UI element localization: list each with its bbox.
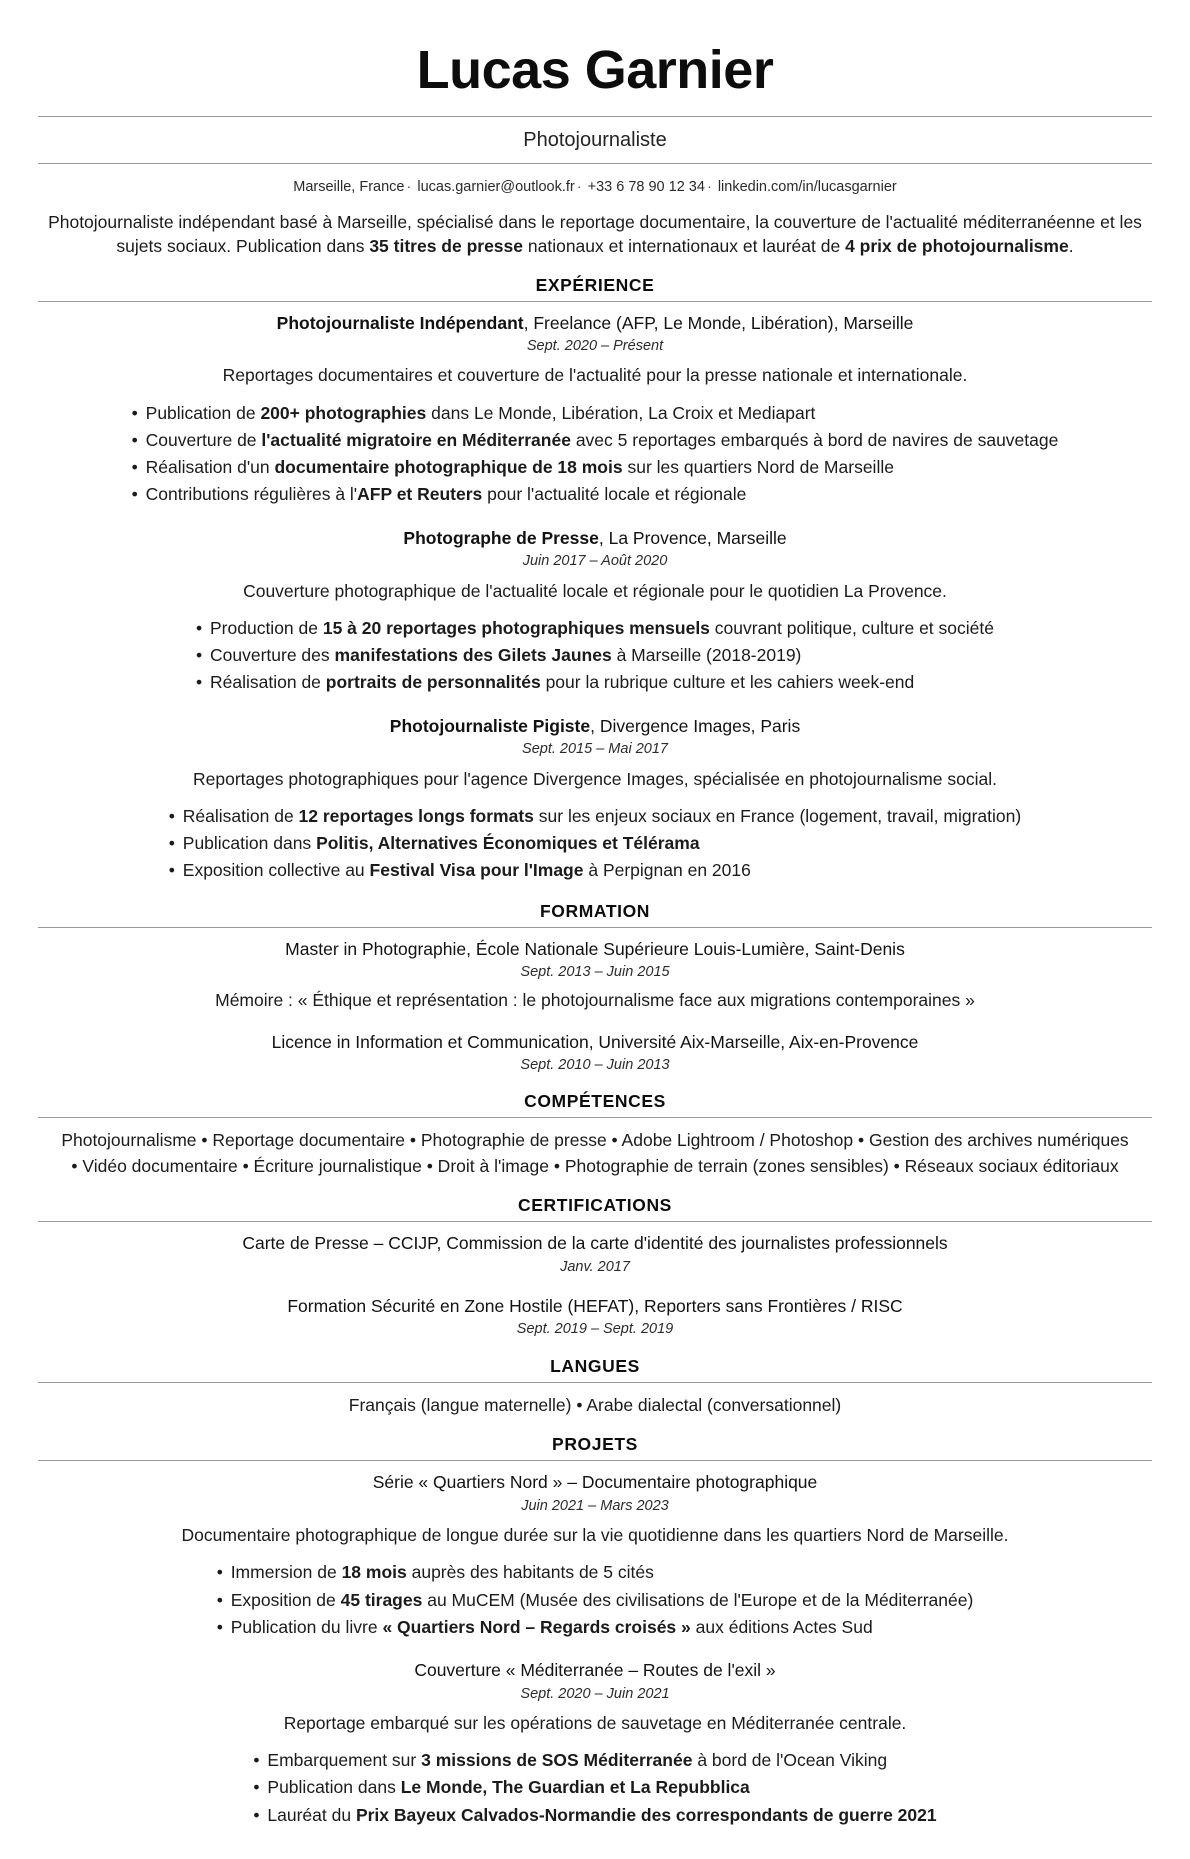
experience-entry-dates: Sept. 2015 – Mai 2017	[522, 741, 668, 758]
bullet-text: Réalisation d'un	[145, 457, 275, 478]
section-title-langues: LANGUES	[550, 1355, 640, 1376]
section-title-competences: COMPÉTENCES	[524, 1091, 666, 1112]
bullet-text: Couverture des	[210, 645, 335, 666]
section-certifications	[38, 1195, 1152, 1340]
bullet-text: aux éditions Actes Sud	[690, 1616, 873, 1637]
experience-entry-title	[38, 527, 1152, 550]
bullet-item	[169, 830, 1021, 857]
contact-separator: ·	[406, 179, 412, 196]
bullet-text: Exposition de	[230, 1589, 341, 1610]
experience-role: Photographe de Presse	[403, 527, 599, 548]
bullet-highlight: 3 missions de SOS Méditerranée	[421, 1750, 693, 1771]
bullet-highlight: 200+ photographies	[260, 402, 427, 423]
education-dates: Sept. 2010 – Juin 2013	[520, 1057, 670, 1073]
bullet-text: dans Le Monde, Libération, La Croix et Mediapart	[426, 402, 816, 423]
certification-name: Carte de Presse – CCIJP, Commission de la carte d'identité des journalistes professionnels	[242, 1233, 948, 1254]
bullet-text: Publication dans	[267, 1777, 401, 1798]
experience-entry-title	[38, 312, 1152, 335]
bullet-text: à bord de l'Ocean Viking	[692, 1750, 888, 1771]
section-competences	[38, 1091, 1152, 1179]
bullet-highlight: Le Monde, The Guardian et La Repubblica	[400, 1777, 750, 1798]
bullet-highlight: 18 mois	[341, 1562, 407, 1583]
project-entry	[38, 1659, 1152, 1829]
skills-line-1: Photojournalisme • Reportage documentaire • Photographie de presse • Adobe Lightroom / Photoshop • Gestion des archives numériques	[61, 1130, 1129, 1151]
education-degree: Master in Photographie, École Nationale Supérieure Louis-Lumière, Saint-Denis	[285, 938, 905, 959]
bullet-item	[196, 669, 994, 696]
candidate-name: Lucas Garnier	[416, 40, 774, 100]
summary-text-3: .	[1068, 236, 1074, 257]
summary-highlight-1: 35 titres de presse	[369, 236, 524, 257]
bullet-item	[132, 454, 1059, 481]
candidate-headline: Photojournaliste	[523, 129, 667, 152]
bullet-item	[217, 1614, 974, 1641]
experience-entry-title	[38, 715, 1152, 738]
bullet-item	[132, 400, 1059, 427]
bullet-text: au MuCEM (Musée des civilisations de l'Europe et de la Méditerranée)	[422, 1589, 974, 1610]
contact-location: Marseille, France	[293, 179, 405, 196]
summary-text-2: nationaux et internationaux et lauréat de	[523, 236, 846, 257]
experience-role: Photojournaliste Indépendant	[276, 312, 524, 333]
bullet-list	[196, 615, 994, 697]
section-body-langues	[38, 1383, 1152, 1418]
bullet-item	[253, 1774, 936, 1801]
section-body-formation	[38, 928, 1152, 1076]
contact-separator: ·	[706, 179, 712, 196]
bullet-highlight: Festival Visa pour l'Image	[369, 860, 584, 881]
bullet-text: pour l'actualité locale et régionale	[482, 484, 747, 505]
section-formation	[38, 901, 1152, 1076]
project-description: Reportage embarqué sur les opérations de sauvetage en Méditerranée centrale.	[283, 1713, 907, 1734]
bullet-item	[217, 1587, 974, 1614]
bullet-list	[132, 400, 1059, 509]
bullet-list	[169, 803, 1021, 885]
bullet-item	[217, 1559, 974, 1586]
bullet-text: à Marseille (2018-2019)	[611, 645, 802, 666]
languages-line: Français (langue maternelle) • Arabe dialectal (conversationnel)	[348, 1394, 842, 1415]
experience-company: , Freelance (AFP, Le Monde, Libération), Marseille	[523, 312, 914, 333]
bullet-highlight: l'actualité migratoire en Méditerranée	[261, 429, 571, 450]
bullet-highlight: 45 tirages	[340, 1589, 423, 1610]
certification-name: Formation Sécurité en Zone Hostile (HEFAT), Reporters sans Frontières / RISC	[287, 1296, 903, 1317]
summary-text-1: Photojournaliste indépendant basé à Marseille, spécialisé dans le reportage documentaire, la couverture de l'actualité méditerranéenne et les sujets sociaux. Publication dans	[48, 212, 1142, 257]
section-experience	[38, 275, 1152, 885]
bullet-item	[253, 1802, 936, 1829]
bullet-text: Immersion de	[230, 1562, 342, 1583]
contact-separator: ·	[576, 179, 582, 196]
section-title-experience: EXPÉRIENCE	[535, 274, 655, 295]
bullet-text: à Perpignan en 2016	[583, 860, 751, 881]
bullet-text: Production de	[210, 617, 323, 638]
certification-dates: Sept. 2019 – Sept. 2019	[516, 1321, 674, 1338]
bullet-highlight: manifestations des Gilets Jaunes	[334, 645, 612, 666]
bullet-text: Réalisation de	[210, 672, 326, 693]
bullet-text: sur les quartiers Nord de Marseille	[622, 457, 894, 478]
experience-entry-description: Reportages photographiques pour l'agence Divergence Images, spécialisée en photojournalisme social.	[193, 768, 997, 789]
bullet-text: Lauréat du	[267, 1804, 356, 1825]
bullet-item	[169, 803, 1021, 830]
bullet-text: Embarquement sur	[267, 1750, 422, 1771]
bullet-text: Exposition collective au	[182, 860, 370, 881]
certification-entry	[38, 1295, 1152, 1340]
section-body-projets	[38, 1461, 1152, 1829]
bullet-highlight: documentaire photographique de 18 mois	[274, 457, 623, 478]
bullet-text: sur les enjeux sociaux en France (logement, travail, migration)	[533, 805, 1022, 826]
section-body-competences	[38, 1118, 1152, 1179]
bullet-highlight: « Quartiers Nord – Regards croisés »	[382, 1616, 691, 1637]
bullet-highlight: portraits de personnalités	[325, 672, 541, 693]
contact-email[interactable]: lucas.garnier@outlook.fr	[417, 179, 575, 196]
bullet-text: pour la rubrique culture et les cahiers week-end	[540, 672, 915, 693]
bullet-highlight: AFP et Reuters	[357, 484, 483, 505]
bullet-text: couvrant politique, culture et société	[709, 617, 994, 638]
bullet-text: avec 5 reportages embarqués à bord de navires de sauvetage	[570, 429, 1059, 450]
experience-entry-dates: Juin 2017 – Août 2020	[522, 553, 668, 570]
project-dates: Juin 2021 – Mars 2023	[521, 1497, 669, 1514]
bullet-highlight: 12 reportages longs formats	[298, 805, 534, 826]
experience-company: , Divergence Images, Paris	[590, 715, 801, 736]
bullet-list	[253, 1747, 936, 1829]
certification-dates: Janv. 2017	[560, 1258, 630, 1275]
education-degree: Licence in Information et Communication, Université Aix-Marseille, Aix-en-Provence	[271, 1031, 919, 1052]
project-description: Documentaire photographique de longue durée sur la vie quotidienne dans les quartiers Nord de Marseille.	[181, 1525, 1009, 1546]
section-body-certifications	[38, 1222, 1152, 1340]
certification-entry	[38, 1232, 1152, 1277]
project-name: Série « Quartiers Nord » – Documentaire photographique	[372, 1472, 818, 1493]
experience-entry	[38, 527, 1152, 697]
bullet-highlight: Politis, Alternatives Économiques et Télérama	[316, 832, 700, 853]
project-entry	[38, 1471, 1152, 1641]
contact-line	[38, 164, 1152, 197]
education-note: Mémoire : « Éthique et représentation : le photojournalisme face aux migrations contemporaines »	[215, 990, 975, 1011]
section-title-formation: FORMATION	[539, 900, 651, 921]
bullet-highlight: Prix Bayeux Calvados-Normandie des correspondants de guerre 2021	[355, 1804, 937, 1825]
summary-highlight-2: 4 prix de photojournalisme	[845, 236, 1069, 257]
experience-entry	[38, 715, 1152, 885]
bullet-item	[132, 481, 1059, 508]
education-entry	[38, 1031, 1152, 1076]
experience-entry	[38, 312, 1152, 509]
section-projets	[38, 1434, 1152, 1829]
profile-summary	[38, 197, 1152, 258]
experience-role: Photojournaliste Pigiste	[389, 715, 591, 736]
education-entry	[38, 938, 1152, 1013]
section-title-certifications: CERTIFICATIONS	[518, 1195, 672, 1216]
bullet-item	[196, 615, 994, 642]
bullet-item	[253, 1747, 936, 1774]
contact-phone[interactable]: +33 6 78 90 12 34	[587, 179, 705, 196]
section-body-experience	[38, 302, 1152, 885]
experience-entry-description: Reportages documentaires et couverture de l'actualité pour la presse nationale et internationale.	[222, 365, 968, 386]
bullet-list	[217, 1559, 974, 1641]
experience-company: , La Provence, Marseille	[598, 527, 787, 548]
bullet-text: auprès des habitants de 5 cités	[406, 1562, 654, 1583]
bullet-item	[169, 857, 1021, 884]
bullet-text: Contributions régulières à l'	[145, 484, 358, 505]
experience-entry-dates: Sept. 2020 – Présent	[526, 338, 664, 355]
bullet-item	[132, 427, 1059, 454]
bullet-text: Publication du livre	[230, 1616, 383, 1637]
section-langues	[38, 1356, 1152, 1418]
bullet-text: Publication dans	[182, 832, 317, 853]
project-dates: Sept. 2020 – Juin 2021	[520, 1685, 670, 1702]
bullet-text: Réalisation de	[182, 805, 299, 826]
section-title-projets: PROJETS	[552, 1434, 638, 1455]
bullet-item	[196, 642, 994, 669]
bullet-text: Couverture de	[145, 429, 262, 450]
experience-entry-description: Couverture photographique de l'actualité locale et régionale pour le quotidien La Provence.	[243, 580, 947, 601]
bullet-highlight: 15 à 20 reportages photographiques mensuels	[322, 617, 710, 638]
education-dates: Sept. 2013 – Juin 2015	[520, 964, 670, 980]
skills-line-2: • Vidéo documentaire • Écriture journalistique • Droit à l'image • Photographie de terrain (zones sensibles) • Réseaux sociaux éditoriaux	[71, 1155, 1119, 1176]
contact-linkedin[interactable]: linkedin.com/in/lucasgarnier	[717, 179, 897, 196]
project-name: Couverture « Méditerranée – Routes de l'exil »	[414, 1660, 776, 1681]
bullet-text: Publication de	[145, 402, 261, 423]
